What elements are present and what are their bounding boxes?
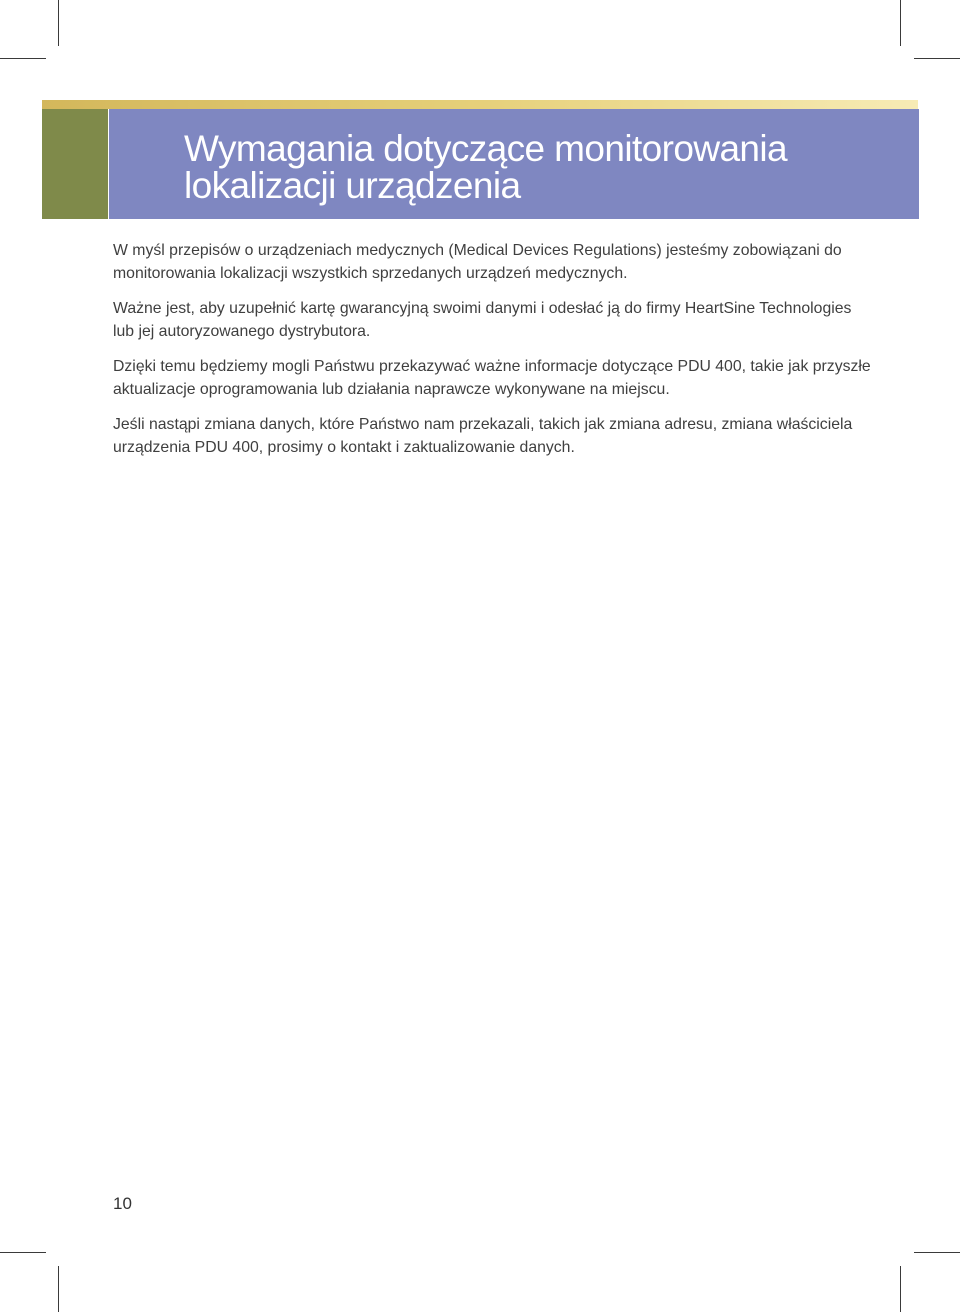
header-gradient-strip xyxy=(42,100,918,109)
body-text xyxy=(113,240,873,472)
header-band xyxy=(42,100,918,219)
crop-mark xyxy=(914,1252,960,1253)
crop-mark xyxy=(58,0,59,46)
page-title xyxy=(184,130,787,204)
crop-mark xyxy=(914,58,960,59)
header-accent-block xyxy=(42,109,108,219)
page-title-line-1: Wymagania dotyczące monitorowania xyxy=(184,128,788,169)
page-number: 10 xyxy=(113,1194,132,1213)
paragraph: W myśl przepisów o urządzeniach medycznych (Medical Devices Regulations) jesteśmy zobowiązani do monitorowania lokalizacji wszystkich sprzedanych urządzeń medycznych. xyxy=(113,242,842,282)
crop-mark xyxy=(900,0,901,46)
paragraph: Jeśli nastąpi zmiana danych, które Państwo nam przekazali, takich jak zmiana adresu, zmiana właściciela urządzenia PDU 400, prosimy o kontakt i zaktualizowanie danych. xyxy=(113,416,853,456)
page-title-line-2: lokalizacji urządzenia xyxy=(184,165,521,206)
header-title-panel xyxy=(108,109,919,219)
paragraph: Ważne jest, aby uzupełnić kartę gwarancyjną swoimi danymi i odesłać ją do firmy HeartSine Technologies lub jej autoryzowanego dystrybutora. xyxy=(113,300,852,340)
crop-mark xyxy=(58,1266,59,1312)
crop-mark xyxy=(0,1252,46,1253)
crop-mark xyxy=(0,58,46,59)
crop-mark xyxy=(900,1266,901,1312)
paragraph: Dzięki temu będziemy mogli Państwu przekazywać ważne informacje dotyczące PDU 400, takie jak przyszłe aktualizacje oprogramowania lub działania naprawcze wykonywane na miejscu. xyxy=(113,358,871,398)
